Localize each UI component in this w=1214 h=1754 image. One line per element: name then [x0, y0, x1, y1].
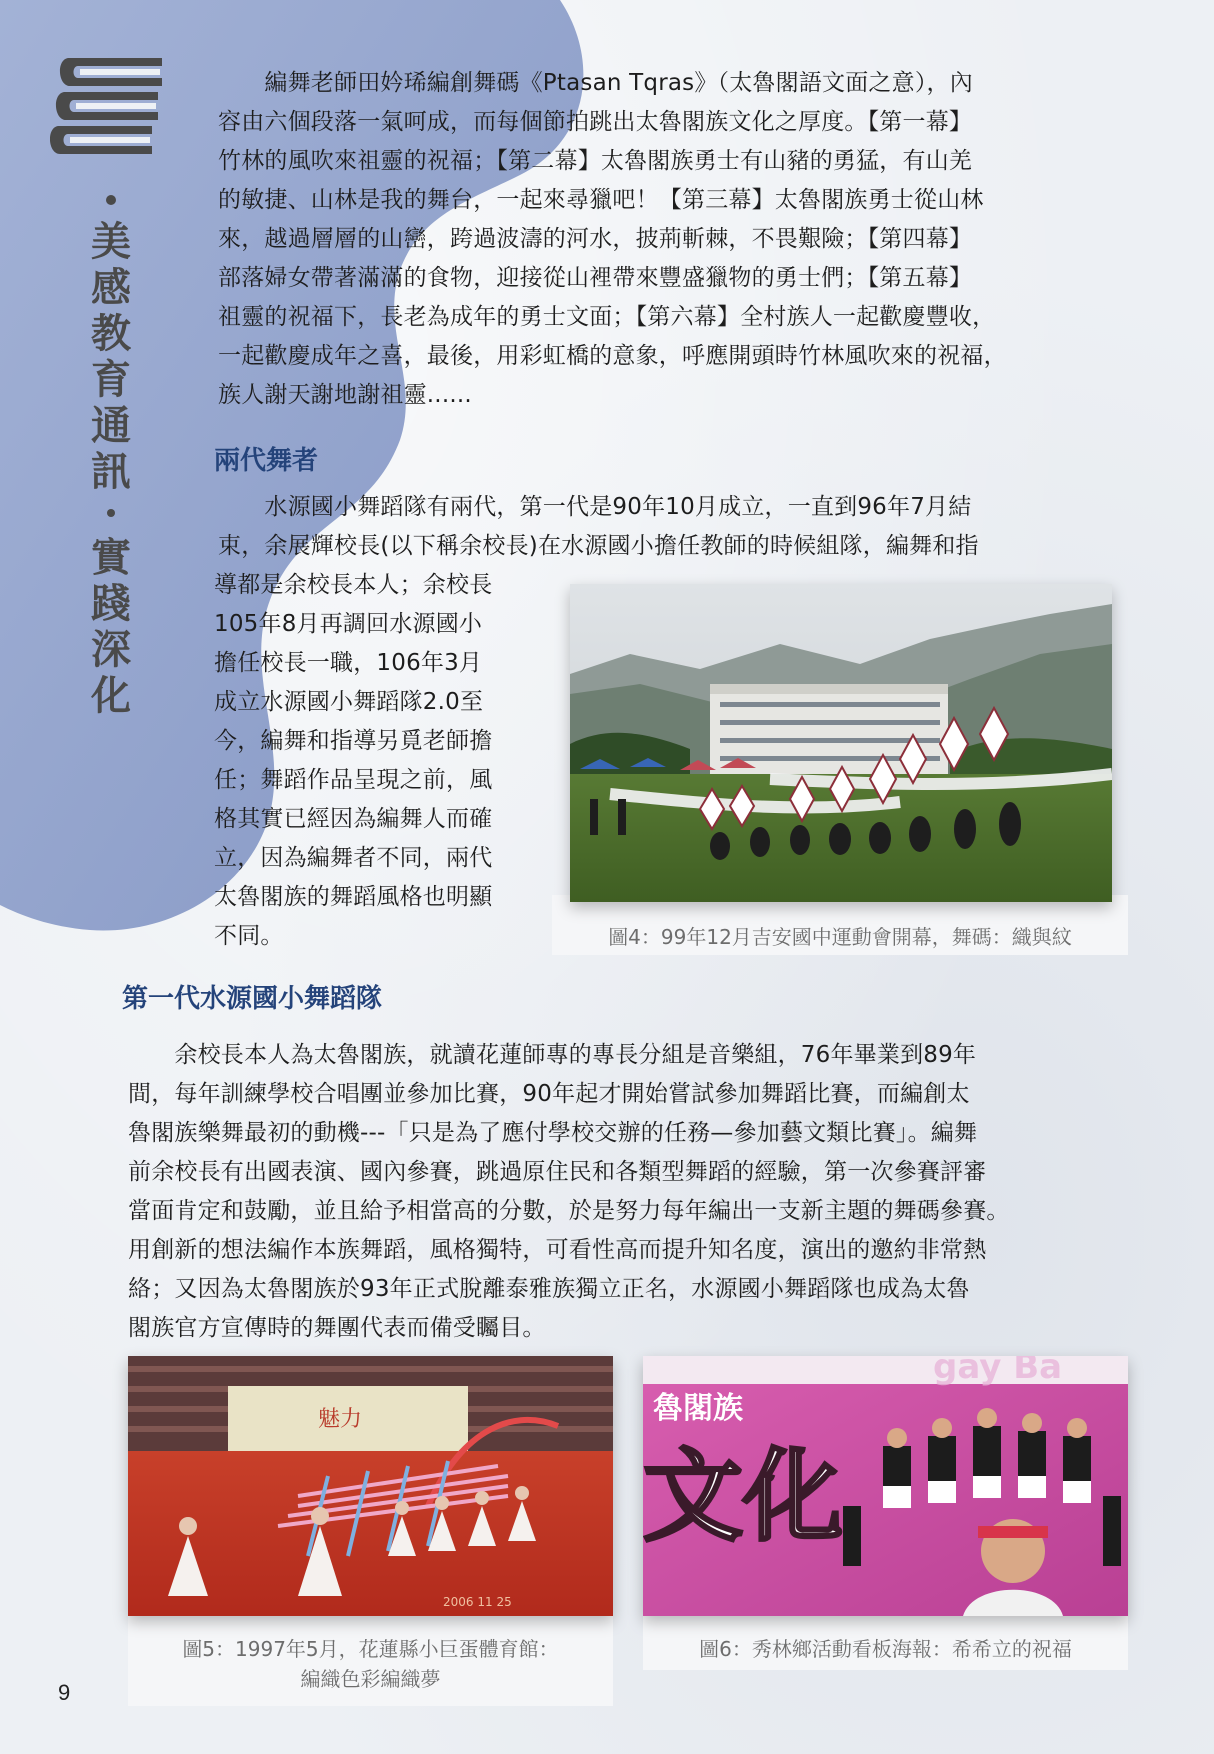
figure6-caption: 圖6：秀林鄉活動看板海報：希希立的祝福 [699, 1637, 1072, 1661]
poster-title: 魯閣族 [653, 1391, 743, 1426]
text-line: 一起歡慶成年之喜，最後，用彩虹橋的意象，呼應開頭時竹林風吹來的祝福， [218, 343, 1007, 369]
text-line: 祖靈的祝福下，長老為成年的勇士文面；【第六幕】全村族人一起歡慶豐收， [218, 304, 996, 330]
text-line: 105年8月再調回水源國小 [214, 611, 483, 637]
text-line: 導都是余校長本人；余校長 [214, 572, 493, 598]
text-line: 束，余展輝校長(以下稱余校長)在水源國小擔任教師的時候組隊，編舞和指 [218, 533, 979, 559]
text-line: 前余校長有出國表演、國內參賽，跳過原住民和各類型舞蹈的經驗，第一次參賽評審 [128, 1159, 987, 1185]
sidebar-title-char: 通 [91, 403, 131, 449]
text-line: 閣族官方宣傳時的舞團代表而備受矚目。 [128, 1315, 546, 1341]
caption-line: 圖5：1997年5月，花蓮縣小巨蛋體育館： [182, 1637, 559, 1661]
sidebar-title [86, 195, 136, 719]
section1-paragraph [218, 488, 1123, 566]
figure5-photo [128, 1356, 613, 1616]
section-heading: 兩代舞者 [214, 446, 319, 476]
text-line: 不同。 [214, 923, 284, 949]
text-line: 竹林的風吹來祖靈的祝福；【第二幕】太魯閣族勇士有山豬的勇猛，有山羌 [218, 148, 973, 174]
text-line: 的敏捷、山林是我的舞台，一起來尋獵吧！【第三幕】太魯閣族勇士從山林 [218, 187, 984, 213]
intro-paragraph [218, 64, 1123, 415]
text-line: 來，越過層層的山巒，跨過波濤的河水，披荊斬棘，不畏艱險；【第四幕】 [218, 226, 973, 252]
sidebar-title-char: 美 [91, 219, 131, 265]
text-line: 用創新的想法編作本族舞蹈，風格獨特，可看性高而提升知名度，演出的邀約非常熱 [128, 1237, 987, 1263]
separator-dot [107, 509, 115, 517]
text-line: 太魯閣族的舞蹈風格也明顯 [214, 884, 493, 910]
section2-paragraph [128, 1036, 1128, 1348]
sidebar-title-char: 訊 [91, 449, 131, 495]
text-line: 擔任校長一職，106年3月 [214, 650, 483, 676]
sidebar-title-char: 深 [91, 627, 131, 673]
poster-background-text: gay Ba [933, 1356, 1063, 1387]
text-line: 部落婦女帶著滿滿的食物，迎接從山裡帶來豐盛獵物的勇士們；【第五幕】 [218, 265, 973, 291]
figure4-caption: 圖4：99年12月吉安國中運動會開幕，舞碼：織與紋 [608, 925, 1072, 949]
text-line: 立，因為編舞者不同，兩代 [214, 845, 493, 871]
text-line: 魯閣族樂舞最初的動機---「只是為了應付學校交辦的任務—參加藝文類比賽」。編舞 [128, 1120, 978, 1146]
sidebar-title-char: 踐 [91, 581, 131, 627]
sidebar-title-char: 感 [91, 265, 131, 311]
text-line: 間，每年訓練學校合唱團並參加比賽，90年起才開始嘗試參加舞蹈比賽，而編創太 [128, 1081, 970, 1107]
gym-performance-image [128, 1356, 613, 1616]
date-stamp: 2006 11 25 [443, 1595, 512, 1609]
bullet-dot [106, 195, 116, 205]
stadium-photo-image [570, 584, 1112, 902]
section1-narrow-paragraph [214, 566, 544, 956]
figure5-caption [128, 1634, 613, 1694]
sidebar-title-char: 實 [91, 535, 131, 581]
caption-line: 編織色彩編織夢 [300, 1667, 441, 1691]
sidebar-title-char: 化 [91, 673, 131, 719]
figure4-photo [570, 584, 1112, 902]
section-heading: 第一代水源國小舞蹈隊 [122, 984, 383, 1014]
text-line: 格其實已經因為編舞人而確 [214, 806, 493, 832]
page-number: 9 [58, 1680, 71, 1705]
text-line: 任；舞蹈作品呈現之前，風 [214, 767, 493, 793]
sidebar-title-char: 教 [91, 311, 131, 357]
poster-big-text: 文化 [643, 1438, 843, 1555]
figure6-photo [643, 1356, 1128, 1616]
text-line: 水源國小舞蹈隊有兩代，第一代是90年10月成立，一直到96年7月結 [218, 494, 972, 520]
text-line: 成立水源國小舞蹈隊2.0至 [214, 689, 484, 715]
text-line: 絡；又因為太魯閣族於93年正式脫離泰雅族獨立正名，水源國小舞蹈隊也成為太魯 [128, 1276, 970, 1302]
text-line: 編舞老師田妗琋編創舞碼《Ptasan Tqras》（太魯閣語文面之意），內 [218, 70, 973, 96]
poster-image [643, 1356, 1128, 1616]
text-line: 余校長本人為太魯閣族，就讀花蓮師專的專長分組是音樂組，76年畢業到89年 [128, 1042, 977, 1068]
text-line: 族人謝天謝地謝祖靈...... [218, 382, 472, 408]
sidebar-title-char: 育 [91, 357, 131, 403]
books-icon [50, 50, 170, 160]
banner-text: 魅力 [318, 1407, 363, 1432]
text-line: 當面肯定和鼓勵，並且給予相當高的分數，於是努力每年編出一支新主題的舞碼參賽。 [128, 1198, 1010, 1224]
text-line: 容由六個段落一氣呵成，而每個節拍跳出太魯閣族文化之厚度。【第一幕】 [218, 109, 973, 135]
text-line: 今，編舞和指導另覓老師擔 [214, 728, 493, 754]
